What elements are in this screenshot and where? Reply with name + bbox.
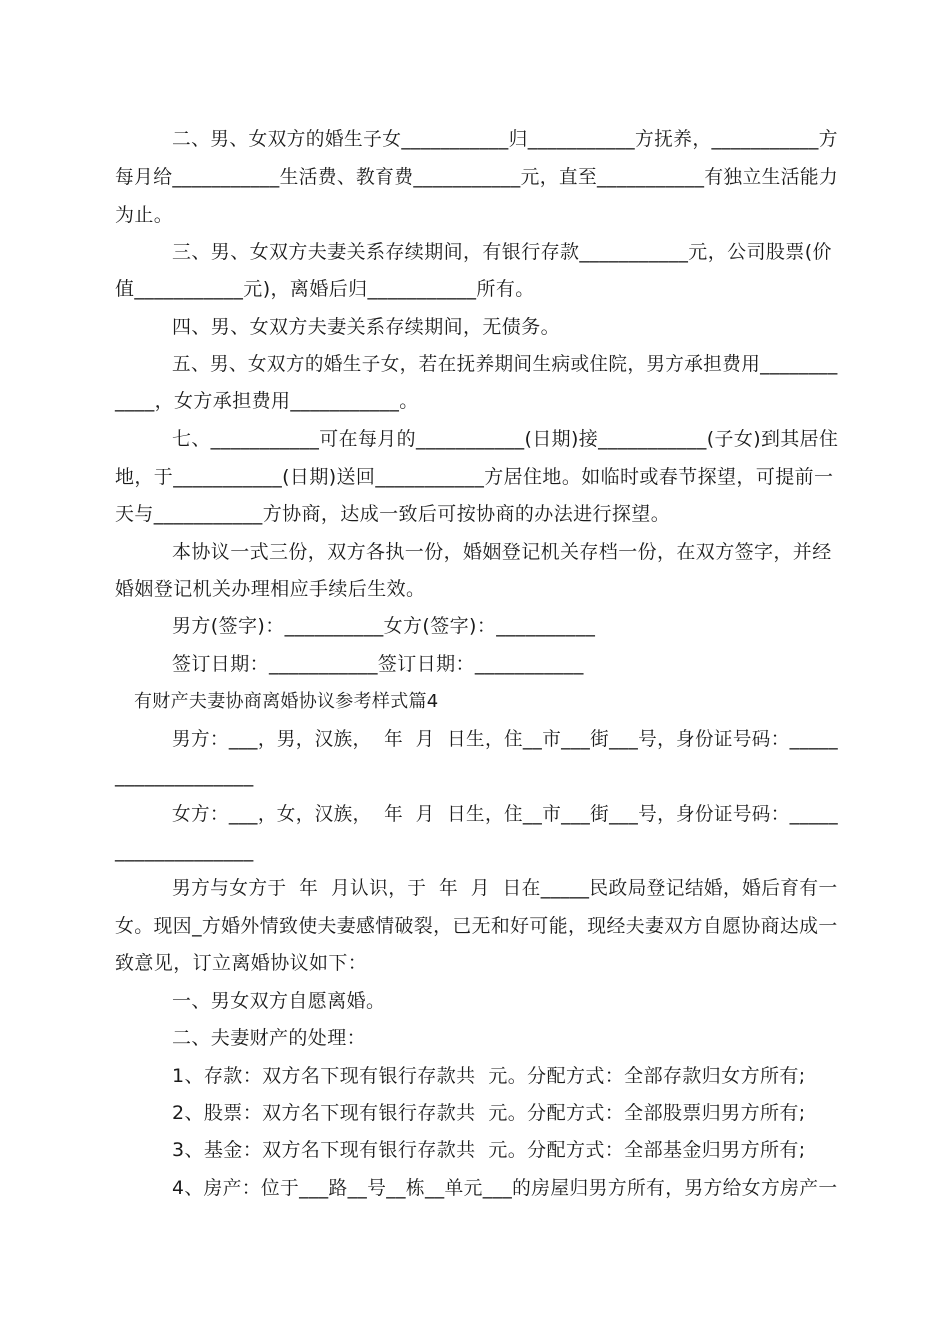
paragraph-line: 为止。 bbox=[115, 204, 174, 226]
paragraph-line: 男方：___，男，汉族， 年 月 日生，住__市___街___号，身份证号码：_____ bbox=[172, 728, 839, 750]
paragraph-line: 地，于___________(日期)送回___________方居住地。如临时或春节探望，可提前一 bbox=[115, 466, 834, 488]
list-item: 3、基金：双方名下现有银行存款共 元。分配方式：全部基金归男方所有; bbox=[172, 1139, 806, 1161]
section-title: 有财产夫妻协商离婚协议参考样式篇4 bbox=[134, 691, 439, 712]
paragraph-line: 五、男、女双方的婚生子女，若在抚养期间生病或住院，男方承担费用________ bbox=[172, 353, 838, 375]
paragraph-line: 婚姻登记机关办理相应手续后生效。 bbox=[115, 578, 426, 600]
paragraph-line: 天与___________方协商，达成一致后可按协商的办法进行探望。 bbox=[115, 503, 671, 525]
paragraph-line: 二、男、女双方的婚生子女___________归___________方抚养，___________方 bbox=[172, 128, 838, 150]
paragraph-line: 值___________元)，离婚后归___________所有。 bbox=[115, 278, 535, 300]
paragraph-line: 一、男女双方自愿离婚。 bbox=[172, 990, 386, 1012]
list-item: 4、房产：位于___路__号__栋__单元___的房屋归男方所有，男方给女方房产一 bbox=[172, 1177, 838, 1199]
signature-line: 男方(签字)：__________女方(签字)：__________ bbox=[172, 615, 596, 637]
paragraph-line: 女方：___，女，汉族， 年 月 日生，住__市___街___号，身份证号码：_____ bbox=[172, 803, 839, 825]
paragraph-line: ______________ bbox=[115, 765, 254, 787]
paragraph-line: 三、男、女双方夫妻关系存续期间，有银行存款___________元，公司股票(价 bbox=[172, 241, 832, 263]
paragraph-line: 男方与女方于 年 月认识，于 年 月 日在_____民政局登记结婚，婚后育有一 bbox=[172, 877, 838, 899]
paragraph-line: 致意见，订立离婚协议如下： bbox=[115, 952, 368, 974]
paragraph-line: 每月给___________生活费、教育费___________元，直至___________有独立生活能力 bbox=[115, 166, 839, 188]
paragraph-line: 四、男、女双方夫妻关系存续期间，无债务。 bbox=[172, 316, 561, 338]
paragraph-line: ____，女方承担费用___________。 bbox=[115, 390, 419, 412]
paragraph-line: 二、夫妻财产的处理： bbox=[172, 1027, 367, 1049]
paragraph-line: ______________ bbox=[115, 840, 254, 862]
paragraph-line: 本协议一式三份，双方各执一份，婚姻登记机关存档一份，在双方签字，并经 bbox=[172, 541, 832, 563]
paragraph-line: 七、___________可在每月的___________(日期)接___________(子女)到其居住 bbox=[172, 428, 839, 450]
signing-date-line: 签订日期：___________签订日期：___________ bbox=[172, 653, 584, 675]
list-item: 2、股票：双方名下现有银行存款共 元。分配方式：全部股票归男方所有; bbox=[172, 1102, 806, 1124]
list-item: 1、存款：双方名下现有银行存款共 元。分配方式：全部存款归女方所有; bbox=[172, 1065, 806, 1087]
paragraph-line: 女。现因_方婚外情致使夫妻感情破裂，已无和好可能，现经夫妻双方自愿协商达成一 bbox=[115, 915, 838, 937]
